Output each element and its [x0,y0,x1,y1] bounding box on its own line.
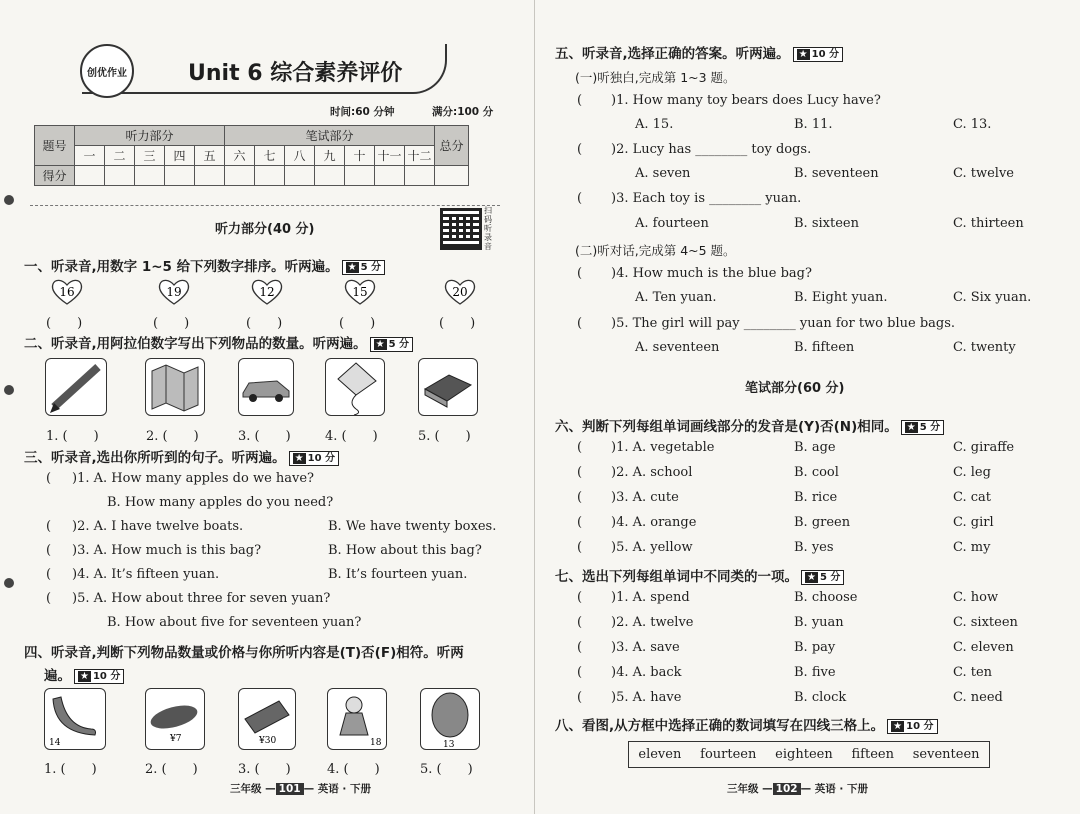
num-cell: 五 [195,146,225,166]
option: )1. A. vegetable [611,440,715,455]
paren[interactable]: ( [577,490,583,505]
score-cell[interactable] [435,166,469,186]
pencil-picture [45,358,107,416]
score-cell[interactable] [135,166,165,186]
answer-blank[interactable]: 3. ( ) [238,762,291,777]
option: C. leg [953,465,991,480]
divider [30,205,500,206]
written-heading: 笔试部分(60 分) [745,381,845,396]
paren[interactable]: ( [577,615,583,630]
s3-q3-b: B. How about this bag? [328,543,482,558]
qr-code[interactable] [440,208,482,250]
answer-blank[interactable]: ( ) [46,316,83,331]
section-5-heading: 五、听录音,选择正确的答案。听两遍。 ★ 10 分 [555,42,843,62]
score-table [34,125,469,186]
price-tag: 13 [443,740,455,749]
section-8-heading: 八、看图,从方框中选择正确的数词填写在四线三格上。 ★ 10 分 [555,714,938,734]
option: B. choose [794,590,858,605]
word-box [628,741,990,768]
score-cell[interactable] [75,166,105,186]
map-icon [146,359,204,415]
option: B. yuan [794,615,844,630]
logo: 创优作业 [80,44,134,98]
heart-number-text: 16 [59,285,75,299]
paren[interactable]: ( [46,543,52,558]
option: B. fifteen [794,340,855,355]
heart-icon [443,278,477,306]
paren[interactable]: ( [577,266,583,281]
paren[interactable]: ( [577,440,583,455]
option: C. need [953,690,1003,705]
score-badge: ★ 10 分 [289,451,339,466]
pencil-icon [46,359,106,415]
option: C. giraffe [953,440,1015,455]
word-option: fifteen [851,747,894,762]
option: B. green [794,515,851,530]
score-badge: ★ 5 分 [342,260,385,275]
score-badge: ★ 5 分 [801,570,844,585]
s3-q2-a: )2. A. I have twelve boats. [72,519,244,534]
score-cell[interactable] [285,166,315,186]
word-option: eighteen [775,747,833,762]
option: B. age [794,440,836,455]
score-cell[interactable] [405,166,435,186]
book-picture [418,358,478,416]
paren[interactable]: ( [577,93,583,108]
paren[interactable]: ( [577,540,583,555]
option: C. twelve [953,166,1014,181]
option: C. twenty [953,340,1016,355]
bread-icon [146,689,204,749]
score-cell[interactable] [255,166,285,186]
option: )2. A. twelve [611,615,694,630]
paren[interactable]: ( [577,515,583,530]
answer-blank[interactable]: 2. ( ) [145,762,198,777]
heart-number-text: 20 [452,285,468,299]
paren[interactable]: ( [577,640,583,655]
answer-blank[interactable]: ( ) [339,316,376,331]
answer-blank[interactable]: 1. ( ) [46,429,99,444]
page-footer: 三年级 — 101 — 英语 · 下册 [230,783,372,795]
full-score: 满分:100 分 [432,106,494,118]
score-cell[interactable] [315,166,345,186]
option: C. 13. [953,117,992,132]
left-page [0,0,535,814]
section-6-heading: 六、判断下列每组单词画线部分的发音是(Y)否(N)相同。 ★ 5 分 [555,415,944,435]
paren[interactable]: ( [577,316,583,331]
s5-q5: )5. The girl will pay ________ yuan for two blue bags. [611,316,956,331]
option: B. Eight yuan. [794,290,888,305]
answer-blank[interactable]: ( ) [153,316,190,331]
option: B. five [794,665,836,680]
paren[interactable]: ( [577,191,583,206]
option: C. Six yuan. [953,290,1032,305]
num-cell: 十 [345,146,375,166]
paren[interactable]: ( [46,471,52,486]
option: )4. A. orange [611,515,697,530]
option: C. sixteen [953,615,1018,630]
option: A. seventeen [635,340,720,355]
option: B. clock [794,690,847,705]
option: A. fourteen [635,216,709,231]
option: )4. A. back [611,665,682,680]
s5-q4: )4. How much is the blue bag? [611,266,812,281]
score-row-label: 得分 [35,166,75,186]
part-1-heading: (一)听独白,完成第 1~3 题。 [575,70,736,85]
kite-icon [326,359,384,415]
option: )3. A. save [611,640,680,655]
num-cell: 十二 [405,146,435,166]
answer-blank[interactable]: ( ) [246,316,283,331]
word-option: eleven [638,747,682,762]
score-badge: ★ 10 分 [793,47,843,62]
answer-blank[interactable]: 5. ( ) [418,429,471,444]
score-cell[interactable] [195,166,225,186]
word-option: fourteen [700,747,757,762]
option: C. how [953,590,999,605]
heart-number [50,278,84,306]
heart-icon [157,278,191,306]
heart-icon [250,278,284,306]
option: C. eleven [953,640,1014,655]
option: B. sixteen [794,216,859,231]
num-cell: 九 [315,146,345,166]
option: B. cool [794,465,839,480]
paren[interactable]: ( [46,519,52,534]
option: )3. A. cute [611,490,679,505]
num-cell: 四 [165,146,195,166]
s5-q1: )1. How many toy bears does Lucy have? [611,93,881,108]
option: C. my [953,540,991,555]
heart-number-text: 19 [166,285,182,299]
s3-q4-a: )4. A. It’s fifteen yuan. [72,567,220,582]
right-page [535,0,1080,814]
kite-picture [325,358,385,416]
part-2-heading: (二)听对话,完成第 4~5 题。 [575,243,736,258]
price-tag: 18 [370,738,382,748]
num-cell: 七 [255,146,285,166]
section-4-heading: 四、听录音,判断下列物品数量或价格与你所听内容是(T)否(F)相符。听两 [24,645,464,661]
s3-q1-b: B. How many apples do you need? [107,495,334,510]
s3-q2-b: B. We have twenty boxes. [328,519,497,534]
page-number: 101 [276,783,304,795]
paren[interactable]: ( [577,590,583,605]
option: C. ten [953,665,993,680]
bread-picture [145,688,205,750]
s3-q1-a: )1. A. How many apples do we have? [72,471,315,486]
option: A. Ten yuan. [635,290,717,305]
answer-blank[interactable]: 4. ( ) [327,762,380,777]
heart-icon [343,278,377,306]
option: C. cat [953,490,992,505]
option: )5. A. yellow [611,540,693,555]
score-cell[interactable] [345,166,375,186]
paren[interactable]: ( [46,567,52,582]
score-cell[interactable] [225,166,255,186]
s3-q5-a: )5. A. How about three for seven yuan? [72,591,331,606]
s3-q5-b: B. How about five for seventeen yuan? [107,615,362,630]
qr-caption: 扫码听录音 [484,206,492,251]
option: C. girl [953,515,994,530]
option: B. pay [794,640,836,655]
option: B. yes [794,540,834,555]
egg-icon [421,689,479,749]
banana-icon [45,689,105,749]
section-2-heading: 二、听录音,用阿拉伯数字写出下列物品的数量。听两遍。 ★ 5 分 [24,332,413,352]
page-title: Unit 6 综合素养评价 [188,61,403,86]
num-cell: 六 [225,146,255,166]
listening-heading: 听力部分(40 分) [215,222,315,237]
option: B. 11. [794,117,833,132]
price-tag: ¥7 [170,734,182,744]
option: B. rice [794,490,838,505]
option: )2. A. school [611,465,693,480]
sandwich-icon [239,689,295,749]
s5-q3: )3. Each toy is ________ yuan. [611,191,802,206]
score-badge: ★ 5 分 [901,420,944,435]
time-limit: 时间:60 分钟 [330,106,395,118]
section-3-heading: 三、听录音,选出你所听到的句子。听两遍。 ★ 10 分 [24,446,339,466]
answer-blank[interactable]: 2. ( ) [146,429,199,444]
page-number: 102 [773,783,801,795]
heart-number [343,278,377,306]
heart-icon [50,278,84,306]
answer-blank[interactable]: 1. ( ) [44,762,97,777]
paren[interactable]: ( [577,465,583,480]
egg-picture [420,688,480,750]
option: )5. A. have [611,690,682,705]
price-tag: 14 [49,738,61,748]
heart-number [157,278,191,306]
heart-number-text: 12 [259,285,275,299]
num-cell: 二 [105,146,135,166]
heart-number [250,278,284,306]
paren[interactable]: ( [577,142,583,157]
section-7-heading: 七、选出下列每组单词中不同类的一项。 ★ 5 分 [555,565,844,585]
score-table-row-label: 题号 [35,126,75,166]
sandwich-picture [238,688,296,750]
car-icon [239,359,293,415]
heart-number [443,278,477,306]
written-part-label: 笔试部分 [225,126,435,146]
option: A. seven [635,166,691,181]
s3-q4-b: B. It’s fourteen yuan. [328,567,468,582]
s3-q3-a: )3. A. How much is this bag? [72,543,262,558]
book-icon [419,359,477,415]
answer-blank[interactable]: ( ) [439,316,476,331]
total-label: 总分 [435,126,469,166]
num-cell: 八 [285,146,315,166]
score-cell[interactable] [375,166,405,186]
banana-picture [44,688,106,750]
section-1-heading: 一、听录音,用数字 1~5 给下列数字排序。听两遍。 ★ 5 分 [24,255,385,275]
option: B. seventeen [794,166,879,181]
section-4-heading-cont: 遍。 ★ 10 分 [44,664,124,684]
word-option: seventeen [912,747,980,762]
answer-blank[interactable]: 5. ( ) [420,762,473,777]
score-badge: ★ 10 分 [74,669,124,684]
price-tag: ¥30 [259,736,277,746]
heart-number-text: 15 [352,285,368,299]
option: C. thirteen [953,216,1024,231]
page-footer: 三年级 — 102 — 英语 · 下册 [727,783,869,795]
paren[interactable]: ( [577,665,583,680]
option: )1. A. spend [611,590,690,605]
score-cell[interactable] [165,166,195,186]
answer-blank[interactable]: 3. ( ) [238,429,291,444]
map-picture [145,358,205,416]
num-cell: 一 [75,146,105,166]
option: A. 15. [635,117,674,132]
score-cell[interactable] [105,166,135,186]
s5-q2: )2. Lucy has ________ toy dogs. [611,142,812,157]
score-badge: ★ 10 分 [887,719,937,734]
doll-picture [327,688,387,750]
doll-icon [328,689,386,749]
paren[interactable]: ( [577,690,583,705]
num-cell: 十一 [375,146,405,166]
paren[interactable]: ( [46,591,52,606]
car-picture [238,358,294,416]
answer-blank[interactable]: 4. ( ) [325,429,378,444]
listening-part-label: 听力部分 [75,126,225,146]
num-cell: 三 [135,146,165,166]
score-badge: ★ 5 分 [370,337,413,352]
